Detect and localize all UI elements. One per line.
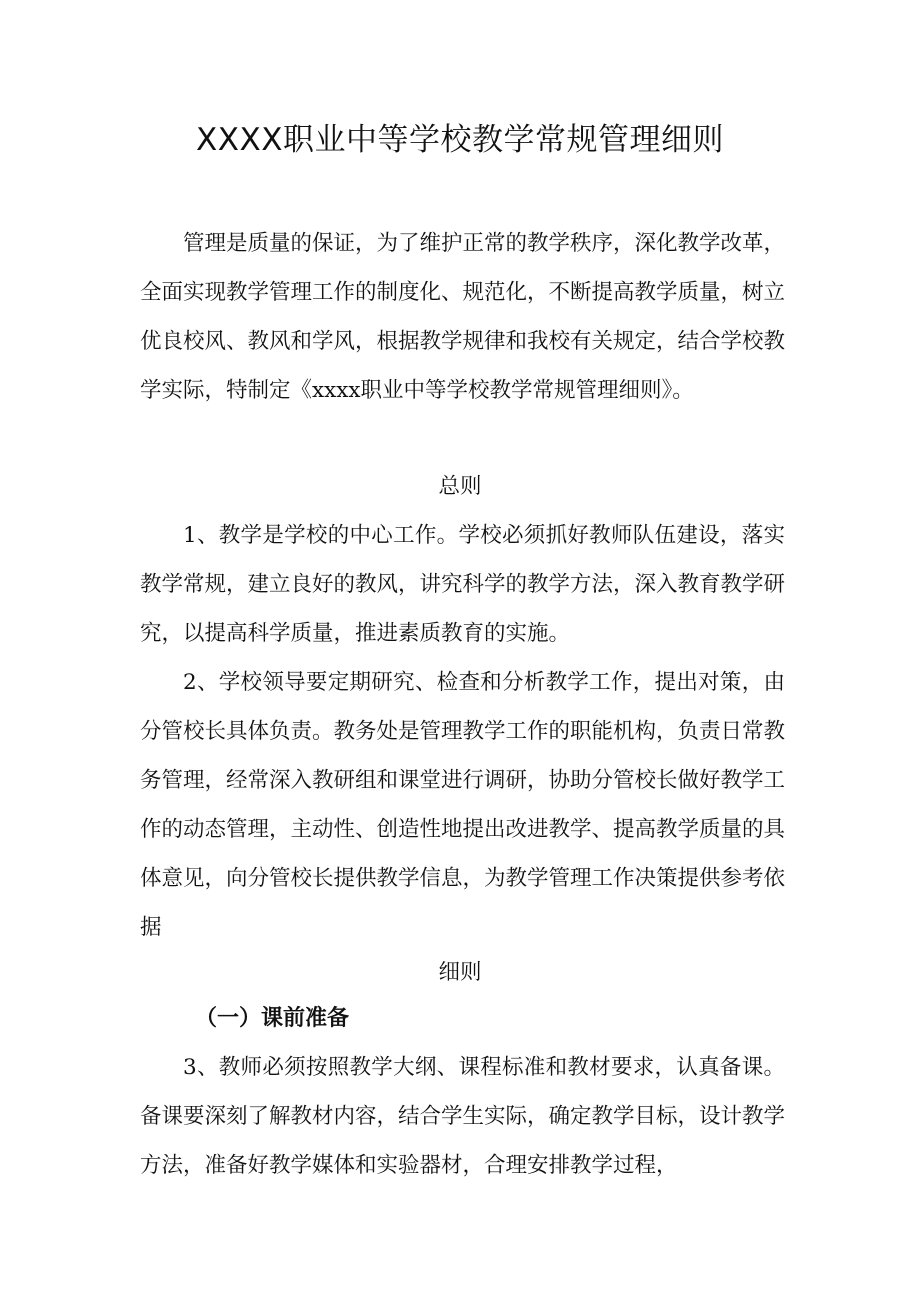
paragraph-item-2: 2、学校领导要定期研究、检查和分析教学工作，提出对策，由分管校长具体负责。教务处是管理教学工作的职能机构，负责日常教务管理，经常深入教研组和课堂进行调研，协助分管校长做好教学工作的动态管理，主动性、创造性地提出改进教学、提高教学质量的具体意见，向分管校长提供教学信息，为教学管理工作决策提供参考依据 [140,670,786,940]
section-heading-general: 总则 [438,474,482,499]
section-heading-detail: 细则 [438,960,482,985]
subsection-heading-preparation: （一）课前准备 [195,1006,350,1031]
intro-paragraph: 管理是质量的保证，为了维护正常的教学秩序，深化教学改革，全面实现教学管理工作的制度化、规范化，不断提高教学质量，树立优良校风、教风和学风，根据教学规律和我校有关规定，结合学校教学实际，特制定《xxxx职业中等学校教学常规管理细则》。 [140,231,786,403]
document-title: XXXX职业中等学校教学常规管理细则 [196,122,724,158]
paragraph-item-3: 3、教师必须按照教学大纲、课程标准和教材要求，认真备课。备课要深刻了解教材内容，结合学生实际，确定教学目标，设计教学方法，准备好教学媒体和实验器材，合理安排教学过程， [140,1055,786,1178]
paragraph-item-1: 1、教学是学校的中心工作。学校必须抓好教师队伍建设，落实教学常规，建立良好的教风，讲究科学的教学方法，深入教育教学研究，以提高科学质量，推进素质教育的实施。 [140,523,786,646]
